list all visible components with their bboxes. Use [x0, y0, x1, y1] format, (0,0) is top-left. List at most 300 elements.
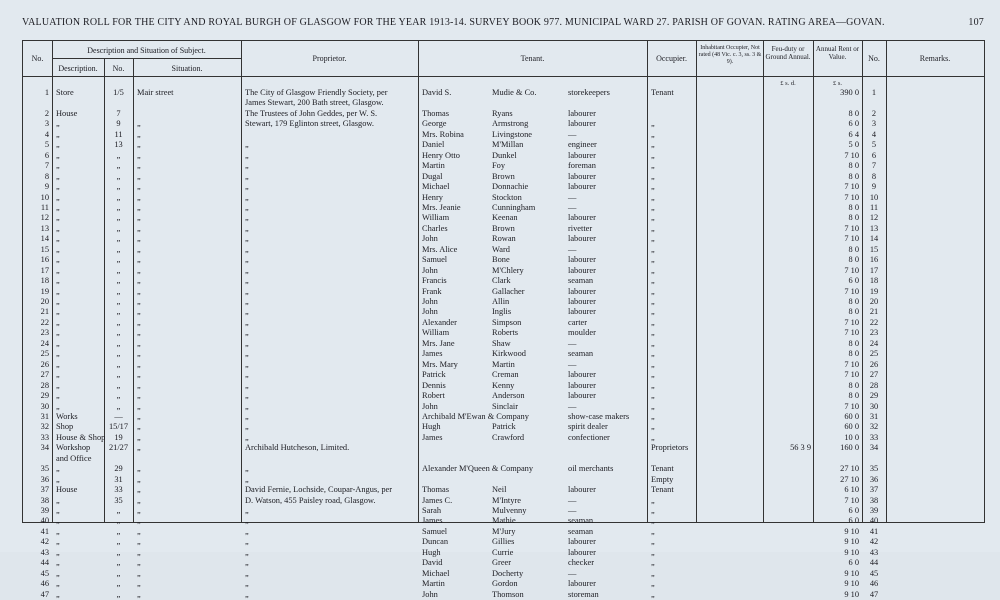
table-row [23, 98, 984, 109]
cell-prop: The Trustees of John Geddes, per W. S. [245, 108, 378, 118]
cell-n2: 5 [871, 140, 877, 150]
cell-prop: „ [245, 265, 249, 275]
cell-desc: „ [56, 276, 60, 286]
cell-n2: 39 [869, 506, 879, 515]
cell-sit: „ [137, 129, 141, 139]
cell-prop: „ [245, 579, 249, 589]
cell-tf: Robert [422, 391, 445, 401]
cell-desc: Store [56, 88, 74, 97]
cell-tf: Samuel [422, 255, 448, 265]
cell-num: „ [116, 244, 121, 254]
cell-ts: Patrick [492, 422, 516, 432]
cell-tt: engineer [568, 140, 597, 150]
cell-ts: Donnachie [492, 182, 529, 192]
cell-prop: „ [245, 140, 249, 150]
cell-tf: John [422, 234, 438, 244]
col-house-no: No. [112, 64, 125, 73]
cell-num: „ [116, 161, 121, 171]
cell-prop: „ [245, 307, 249, 317]
cell-num: „ [116, 213, 121, 223]
cell-num: „ [116, 516, 121, 526]
cell-rent: 7 10 [844, 317, 859, 327]
cell-rent: 8 0 [848, 391, 859, 401]
cell-n2: 3 [871, 119, 877, 129]
cell-n: 37 [40, 485, 49, 495]
cell-desc: „ [56, 182, 60, 192]
cell-rent: 9 10 [844, 526, 859, 536]
cell-desc: House & Shop [56, 432, 106, 442]
cell-rent: 160 0 [840, 443, 859, 453]
cell-tf: James [422, 516, 443, 526]
cell-num: „ [116, 192, 121, 202]
cell-tf: Patrick [422, 370, 446, 380]
cell-tf: Samuel [422, 526, 448, 536]
cell-rent: 9 10 [844, 579, 859, 589]
cell-num: „ [116, 328, 121, 338]
cell-ts: Gillies [492, 537, 515, 547]
table-row [23, 579, 984, 590]
cell-occ: Tenant [651, 485, 674, 495]
table-row [23, 464, 984, 475]
cell-rent: 6 0 [848, 516, 859, 526]
cell-ts: Bone [492, 255, 510, 265]
cell-desc: House [56, 485, 78, 495]
cell-rent: 7 10 [844, 401, 859, 411]
table-row [23, 307, 984, 318]
cell-n: 28 [40, 380, 49, 390]
cell-ts: Livingstone [492, 129, 533, 139]
cell-n: 15 [40, 244, 49, 254]
table-row [23, 109, 984, 120]
cell-desc: „ [56, 506, 60, 515]
table-row [23, 140, 984, 151]
cell-ts: Ward [492, 244, 510, 254]
cell-sit: „ [137, 547, 141, 557]
cell-n2: 29 [869, 391, 879, 401]
cell-occ: „ [651, 265, 655, 275]
cell-sit: „ [137, 380, 141, 390]
cell-n: 3 [44, 119, 49, 129]
cell-num: „ [116, 401, 121, 411]
cell-n2: 20 [869, 297, 879, 306]
cell-desc: „ [56, 338, 60, 348]
valuation-table [22, 40, 985, 599]
cell-desc: Workshop [56, 443, 91, 453]
cell-n2: 24 [869, 338, 879, 348]
cell-desc: „ [56, 495, 60, 505]
cell-ts: Rowan [492, 234, 516, 244]
cell-n2: 28 [869, 380, 879, 390]
cell-prop: „ [245, 464, 249, 474]
table-row [23, 558, 984, 569]
cell-num: „ [116, 255, 121, 265]
table-row [23, 339, 984, 350]
cell-tf: John [422, 401, 438, 411]
cell-num: „ [116, 537, 121, 547]
cell-tt: labourer [568, 370, 596, 380]
table-row [23, 475, 984, 486]
cell-occ: „ [651, 255, 655, 265]
cell-occ: „ [651, 516, 655, 526]
cell-sit: „ [137, 286, 141, 296]
cell-tt: labourer [568, 286, 596, 296]
cell-n: 24 [40, 338, 49, 348]
cell-n2: 9 [871, 182, 877, 192]
cell-tt: labourer [568, 547, 596, 557]
cell-occ: „ [651, 234, 655, 244]
cell-prop: „ [245, 359, 249, 369]
cell-sit: „ [137, 161, 141, 171]
cell-sit: „ [137, 359, 141, 369]
cell-tt: show-case makers [568, 411, 630, 421]
cell-n: 40 [40, 516, 49, 526]
cell-tt: foreman [568, 161, 596, 171]
cell-n2: 43 [869, 547, 879, 557]
cell-tf: David [422, 558, 443, 568]
cell-rent: 7 10 [844, 182, 859, 192]
cell-sit: „ [137, 317, 141, 327]
cell-n2: 26 [869, 359, 879, 369]
cell-desc: „ [56, 244, 60, 254]
cell-tf: Dugal [422, 171, 443, 181]
cell-num: „ [116, 286, 121, 296]
cell-rent: 7 10 [844, 286, 859, 296]
cell-num: „ [116, 547, 121, 557]
cell-num: „ [116, 579, 121, 589]
cell-rent: 6 0 [848, 506, 859, 515]
cell-prop: Stewart, 179 Eglinton street, Glasgow. [245, 119, 375, 129]
cell-desc: „ [56, 297, 60, 306]
cell-occ: „ [651, 526, 655, 536]
table-row [23, 412, 984, 423]
cell-n2: 10 [869, 192, 879, 202]
cell-sit: „ [137, 150, 141, 160]
cell-n: 16 [40, 255, 49, 265]
cell-tt: rivetter [568, 223, 593, 233]
cell-tf: Mrs. Jane [422, 338, 455, 348]
cell-n2: 27 [869, 370, 879, 380]
cell-n: 27 [40, 370, 49, 380]
cell-num: 13 [114, 140, 123, 150]
cell-sit: „ [137, 338, 141, 348]
table-row [23, 266, 984, 277]
cell-n: 20 [40, 297, 49, 306]
table-row [23, 391, 984, 402]
cell-rent: 390 0 [840, 88, 859, 97]
cell-occ: „ [651, 150, 655, 160]
cell-occ: „ [651, 192, 655, 202]
cell-desc: „ [56, 526, 60, 536]
cell-tt: — [568, 244, 577, 254]
cell-rent: 7 10 [844, 192, 859, 202]
cell-num: „ [116, 182, 121, 192]
cell-desc: „ [56, 140, 60, 150]
cell-occ: „ [651, 422, 655, 432]
cell-rent: 8 0 [848, 171, 859, 181]
table-row [23, 516, 984, 527]
cell-n: 38 [40, 495, 49, 505]
cell-n2: 45 [869, 568, 879, 578]
cell-ts: Ryans [492, 108, 513, 118]
cell-occ: „ [651, 276, 655, 286]
cell-occ: „ [651, 286, 655, 296]
cell-tt: labourer [568, 150, 596, 160]
cell-ts: Crawford [492, 432, 525, 442]
cell-rent: 7 10 [844, 223, 859, 233]
cell-sit: „ [137, 140, 141, 150]
cell-desc: „ [56, 317, 60, 327]
cell-n: 29 [40, 391, 49, 401]
cell-sit: „ [137, 244, 141, 254]
cell-num: „ [116, 317, 121, 327]
cell-num: „ [116, 297, 121, 306]
cell-occ: „ [651, 349, 655, 359]
cell-num: „ [116, 234, 121, 244]
cell-sit: „ [137, 307, 141, 317]
cell-rent: 7 10 [844, 150, 859, 160]
table-row [23, 151, 984, 162]
cell-sit: „ [137, 276, 141, 286]
col-occupier: Occupier. [656, 54, 687, 63]
cell-prop: D. Watson, 455 Paisley road, Glasgow. [245, 495, 376, 505]
cell-rent: 8 0 [848, 202, 859, 212]
cell-n: 21 [40, 307, 49, 317]
cell-rent: 8 0 [848, 297, 859, 306]
cell-occ: „ [651, 432, 655, 442]
cell-tf: David S. [422, 88, 452, 97]
cell-n: 10 [40, 192, 49, 202]
cell-occ: „ [651, 401, 655, 411]
cell-desc: „ [56, 464, 60, 474]
cell-rent: 6 0 [848, 119, 859, 129]
cell-prop: „ [245, 171, 249, 181]
col-description: Description. [58, 64, 98, 73]
cell-tt: — [568, 401, 577, 411]
cell-desc: „ [56, 516, 60, 526]
table-row [23, 245, 984, 256]
cell-tt: labourer [568, 119, 596, 129]
cell-occ: „ [651, 182, 655, 192]
cell-tt: — [568, 202, 577, 212]
feu-lsd-label: £ s. d. [780, 80, 796, 87]
cell-num: „ [116, 359, 121, 369]
cell-rent: 8 0 [848, 380, 859, 390]
cell-desc: „ [56, 401, 60, 411]
table-row [23, 569, 984, 580]
cell-n2: 36 [869, 474, 879, 484]
cell-occ: „ [651, 391, 655, 401]
cell-tt: moulder [568, 328, 596, 338]
cell-n2: 7 [871, 161, 877, 171]
cell-num: 29 [114, 464, 123, 474]
cell-desc: Shop [56, 422, 74, 432]
cell-sit: „ [137, 192, 141, 202]
cell-sit: „ [137, 537, 141, 547]
cell-occ: „ [651, 579, 655, 589]
cell-n: 30 [40, 401, 49, 411]
cell-tt: — [568, 338, 577, 348]
cell-desc: „ [56, 558, 60, 568]
cell-num: „ [116, 391, 121, 401]
cell-occ: „ [651, 547, 655, 557]
cell-desc: „ [56, 171, 60, 181]
cell-occ: „ [651, 495, 655, 505]
cell-n: 9 [44, 182, 49, 192]
cell-tf: William [422, 328, 450, 338]
cell-num: „ [116, 202, 121, 212]
cell-n: 5 [44, 140, 49, 150]
cell-n: 17 [40, 265, 49, 275]
cell-n: 35 [40, 464, 49, 474]
cell-rent: 7 10 [844, 328, 859, 338]
cell-sit: „ [137, 213, 141, 223]
cell-n: 18 [40, 276, 49, 286]
cell-ts: Brown [492, 223, 515, 233]
cell-occ: „ [651, 140, 655, 150]
cell-n: 14 [40, 234, 49, 244]
cell-ts: M'Jury [492, 526, 516, 536]
cell-prop: „ [245, 474, 249, 484]
cell-tf: William [422, 213, 450, 223]
cell-tf: Francis [422, 276, 447, 286]
table-row [23, 590, 984, 600]
cell-tf: Mrs. Mary [422, 359, 458, 369]
cell-n: 45 [40, 568, 49, 578]
cell-sit: „ [137, 568, 141, 578]
table-row [23, 370, 984, 381]
cell-tf: James C. [422, 495, 453, 505]
cell-ts: Kirkwood [492, 349, 526, 359]
cell-sit: „ [137, 474, 141, 484]
cell-n: 6 [44, 150, 49, 160]
cell-sit: „ [137, 297, 141, 306]
cell-sit: „ [137, 265, 141, 275]
cell-desc: „ [56, 161, 60, 171]
cell-n2: 23 [869, 328, 879, 338]
cell-n2: 44 [869, 558, 879, 568]
cell-n: 47 [40, 589, 49, 599]
cell-rent: 8 0 [848, 338, 859, 348]
cell-desc: „ [56, 150, 60, 160]
cell-prop: „ [245, 411, 249, 421]
cell-rent: 8 0 [848, 161, 859, 171]
cell-occ: „ [651, 223, 655, 233]
cell-desc: „ [56, 286, 60, 296]
cell-sit: „ [137, 589, 141, 599]
cell-num: — [114, 411, 123, 421]
cell-prop: „ [245, 568, 249, 578]
cell-n: 11 [40, 202, 49, 212]
cell-tt: labourer [568, 108, 596, 118]
cell-num: „ [116, 265, 121, 275]
cell-occ: Proprietors [651, 443, 689, 453]
cell-n: 39 [40, 506, 49, 515]
cell-rent: 8 0 [848, 255, 859, 265]
table-row [23, 496, 984, 507]
cell-ts: Thomson [492, 589, 524, 599]
cell-desc: „ [56, 474, 60, 484]
cell-prop: „ [245, 370, 249, 380]
cell-rent: 9 10 [844, 589, 859, 599]
cell-ts: Greer [492, 558, 512, 568]
cell-rent: 60 0 [844, 422, 859, 432]
cell-n: 43 [40, 547, 49, 557]
cell-tf: Dennis [422, 380, 446, 390]
cell-num: 19 [114, 432, 123, 442]
cell-tt: spirit dealer [568, 422, 608, 432]
cell-ts: Cunningham [492, 202, 536, 212]
col-no-right: No. [868, 54, 880, 63]
cell-ts: Shaw [492, 338, 511, 348]
cell-tt: labourer [568, 307, 596, 317]
cell-sit: „ [137, 443, 141, 453]
cell-num: 33 [114, 485, 123, 495]
cell-rent: 8 0 [848, 349, 859, 359]
cell-ts: Martin [492, 359, 515, 369]
cell-rent: 6 4 [848, 129, 859, 139]
cell-rent: 8 0 [848, 307, 859, 317]
cell-desc: „ [56, 265, 60, 275]
cell-n2: 6 [871, 150, 877, 160]
table-row [23, 297, 984, 308]
cell-rent: 7 10 [844, 359, 859, 369]
cell-tt: — [568, 506, 577, 515]
cell-desc: „ [56, 349, 60, 359]
cell-sit: „ [137, 119, 141, 129]
cell-num: „ [116, 589, 121, 599]
cell-occ: „ [651, 244, 655, 254]
cell-prop: „ [245, 391, 249, 401]
cell-prop: „ [245, 255, 249, 265]
cell-num: „ [116, 150, 121, 160]
cell-n: 13 [40, 223, 49, 233]
cell-ts: Currie [492, 547, 514, 557]
cell-rent: 7 10 [844, 234, 859, 244]
table-row [23, 433, 984, 444]
cell-occ: „ [651, 213, 655, 223]
cell-ts: Roberts [492, 328, 519, 338]
table-row [23, 360, 984, 371]
cell-sit: „ [137, 516, 141, 526]
cell-n2: 40 [869, 516, 879, 526]
cell-occ: Tenant [651, 464, 674, 474]
table-row [23, 213, 984, 224]
cell-tt: labourer [568, 297, 596, 306]
col-desc-group: Description and Situation of Subject. [87, 46, 206, 55]
cell-n2: 30 [869, 401, 879, 411]
cell-occ: „ [651, 558, 655, 568]
cell-n2: 47 [869, 589, 879, 599]
cell-n: 19 [40, 286, 49, 296]
cell-tt: — [568, 129, 577, 139]
cell-tf: John [422, 297, 438, 306]
cell-n2: 22 [869, 317, 879, 327]
cell-tf: Alexander [422, 317, 457, 327]
cell-rent: 8 0 [848, 108, 859, 118]
cell-prop: „ [245, 422, 249, 432]
cell-n: 31 [40, 411, 49, 421]
cell-n: 1 [44, 88, 49, 97]
cell-desc: „ [56, 119, 60, 129]
cell-tt: labourer [568, 485, 596, 495]
cell-n2: 17 [869, 265, 879, 275]
cell-occ: „ [651, 506, 655, 515]
cell-sit: „ [137, 349, 141, 359]
cell-prop: „ [245, 537, 249, 547]
cell-prop: „ [245, 328, 249, 338]
cell-tt: labourer [568, 537, 596, 547]
cell-n2: 15 [869, 244, 879, 254]
